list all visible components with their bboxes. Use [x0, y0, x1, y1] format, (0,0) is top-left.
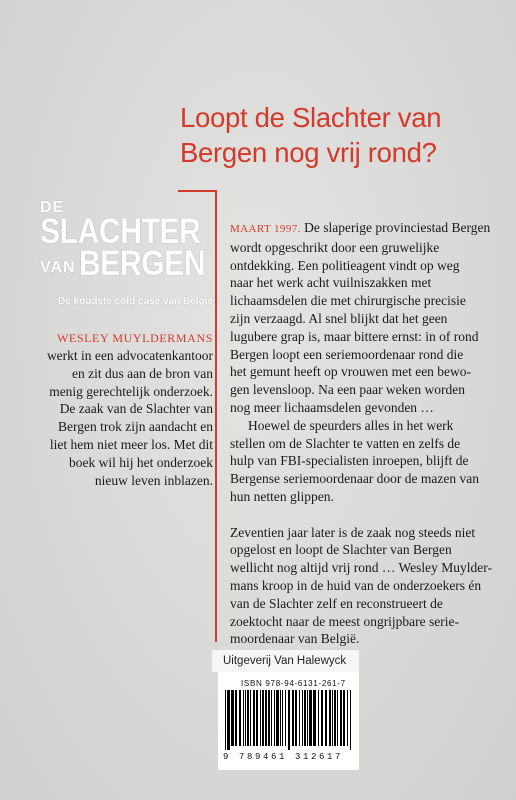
logo-word-de: DE — [40, 199, 65, 216]
barcode-bar — [299, 690, 300, 746]
logo-word-slachter: SLACHTER — [40, 212, 201, 251]
red-horizontal-rule — [178, 190, 216, 192]
blurb-paragraph-1 — [230, 239, 508, 417]
barcode-bar — [325, 690, 327, 746]
barcode-bar — [304, 690, 306, 746]
barcode-bar — [227, 690, 230, 750]
barcode-bar — [260, 690, 261, 746]
barcode-bar — [337, 690, 338, 746]
barcode-bar — [256, 690, 258, 746]
barcode-bar — [243, 690, 244, 746]
blurb-line: stellen om de Slachter te vatten en zelfs de — [230, 435, 461, 451]
barcode-bar — [332, 690, 333, 746]
author-bio-line: werkt in een advocatenkantoor — [46, 348, 213, 363]
publisher-label: Uitgeverij Van Halewyck — [212, 650, 359, 672]
paragraph-gap — [230, 506, 508, 524]
blurb-line: zoektocht naar de meest ongrijpbare serie- — [230, 613, 460, 629]
ean-number: 9 789461 312617 — [223, 752, 344, 762]
author-bio-line: boek wil hij het onderzoek — [69, 454, 213, 470]
blurb-line: mans kroop in de huid van de onderzoekers én — [230, 577, 482, 593]
barcode-bar — [282, 690, 283, 746]
barcode-bar — [343, 690, 345, 746]
logo-row-bergen — [40, 244, 210, 283]
author-bio-line: liet hem niet meer los. Met dit — [49, 436, 213, 452]
blurb-line: naar het werk acht vuilniszakken met — [230, 275, 432, 291]
barcode-bar — [307, 690, 308, 746]
blurb-line: moordenaar van België. — [230, 631, 360, 647]
barcode-panel — [218, 672, 359, 770]
barcode-bar — [329, 690, 331, 746]
logo-word-bergen: BERGEN — [78, 244, 205, 283]
barcode-bar — [225, 690, 226, 750]
barcode-bar — [250, 690, 251, 746]
author-bio-line: en zit dus aan de bron van — [72, 365, 213, 381]
author-bio-line: nieuw leven inblazen. — [94, 472, 213, 488]
blurb-line: het gemunt heeft op vrouwen met een bewo- — [230, 364, 472, 380]
barcode-bar — [239, 690, 241, 746]
blurb-first-line — [230, 219, 508, 239]
isbn-number: ISBN 978-94-6131-261-7 — [241, 679, 346, 688]
blurb-line: zijn verzaagd. Al snel blijkt dat het geen — [230, 310, 448, 326]
blurb-line: hun netten glippen. — [230, 488, 334, 504]
barcode-bar — [340, 690, 342, 746]
barcode-bar — [318, 690, 319, 746]
barcode-bar — [235, 690, 237, 746]
barcode-bar — [321, 690, 323, 746]
blurb-line: ontdekking. Een politieagent vindt op weg — [230, 257, 460, 273]
barcode-bar — [302, 690, 303, 746]
blurb-line: Hoewel de speurders alles in het werk — [248, 417, 454, 433]
barcode-bar — [334, 690, 336, 746]
barcode-bar — [347, 690, 348, 746]
blurb-paragraph-2 — [230, 417, 508, 506]
logo-word-van: VAN — [40, 259, 76, 276]
author-bio-text — [33, 347, 213, 489]
blurb-line: wellicht nog altijd vrij rond … Wesley Muylder- — [230, 560, 492, 576]
barcode-bar — [245, 690, 246, 746]
blurb-line: nog meer lichaamsdelen gevonden … — [230, 399, 434, 415]
barcode-bar — [265, 690, 267, 746]
barcode-bar — [271, 690, 272, 746]
barcode-bar — [350, 690, 351, 750]
barcode-bar — [274, 690, 275, 746]
blurb-line: lichaamsdelen die met chirurgische precisie — [230, 293, 466, 309]
blurb-text — [230, 219, 508, 648]
blurb-line: gen levensloop. Na een paar weken worden — [230, 382, 466, 398]
author-bio-line: menig gerechtelijk onderzoek. — [49, 383, 213, 399]
barcode-bar — [292, 690, 294, 746]
blurb-line: Bergen loopt een seriemoordenaar rond die — [230, 346, 464, 362]
blurb-first-line-rest: De slaperige provinciestad Bergen — [300, 220, 491, 235]
blurb-line: van de Slachter zelf en reconstrueert de — [230, 595, 443, 611]
barcode-image — [223, 690, 354, 750]
barcode-bar — [288, 690, 290, 750]
barcode-bar — [280, 690, 281, 746]
barcode-bar — [309, 690, 312, 746]
barcode-bar — [231, 690, 234, 746]
author-bio-line: De zaak van de Slachter van — [59, 401, 213, 417]
barcode-bar — [253, 690, 255, 746]
author-bio — [33, 330, 213, 489]
barcode-bar — [247, 690, 249, 746]
author-bio-line: Bergen trok zijn aandacht en — [58, 419, 213, 435]
blurb-line: Zeventien jaar later is de zaak nog steeds niet — [230, 524, 476, 540]
headline-line: Bergen nog vrij rond? — [180, 137, 437, 168]
blurb-date: MAART 1997. — [230, 223, 301, 235]
logo-tagline: De koudste cold case van België — [58, 296, 214, 307]
cover-headline — [180, 100, 500, 170]
barcode-bar — [268, 690, 270, 746]
blurb-line: hulp van FBI-specialisten inroepen, blijft de — [230, 453, 469, 469]
blurb-line: lugubere grap is, maar bittere ernst: in of rond — [230, 328, 479, 344]
book-title-logo — [40, 199, 210, 283]
blurb-line: opgelost en loopt de Slachter van Bergen — [230, 542, 452, 558]
blurb-line: Bergense seriemoordenaar door de mazen van — [230, 471, 480, 487]
blurb-line: wordt opgeschrikt door een gruwelijke — [230, 239, 440, 255]
headline-line: Loopt de Slachter van — [180, 102, 442, 133]
barcode-bar — [313, 690, 316, 746]
barcode-bar — [276, 690, 279, 746]
author-name: WESLEY MUYLDERMANS — [56, 331, 213, 345]
barcode-bar — [285, 690, 286, 746]
barcode-bar — [295, 690, 297, 746]
barcode-bar — [262, 690, 264, 746]
blurb-paragraph-3 — [230, 524, 508, 649]
red-vertical-rule — [215, 190, 217, 642]
